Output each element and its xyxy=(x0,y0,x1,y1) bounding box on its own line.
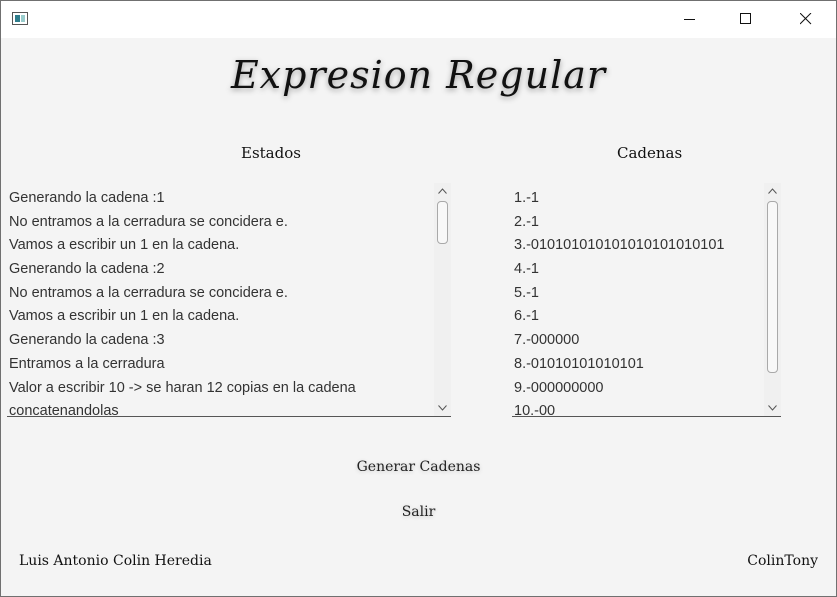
list-item: Generando la cadena :3 xyxy=(9,332,165,349)
generar-cadenas-row xyxy=(1,455,836,479)
list-item: Valor a escribir 10 -> se haran 12 copias en la cadena xyxy=(9,379,356,396)
list-item: 4.-1 xyxy=(514,261,539,278)
list-item: 10.-00 xyxy=(514,403,556,417)
list-item: Generando la cadena :2 xyxy=(9,261,165,278)
scrollbar-thumb[interactable] xyxy=(437,201,448,244)
generar-cadenas-button[interactable]: Generar Cadenas xyxy=(356,459,481,475)
list-item: 7.-000000 xyxy=(514,332,580,349)
minimize-icon xyxy=(684,13,696,25)
title-bar[interactable] xyxy=(1,1,836,38)
cadenas-scrollbar[interactable] xyxy=(764,183,781,416)
maximize-icon xyxy=(740,13,752,25)
chevron-down-icon xyxy=(768,405,777,411)
list-item: No entramos a la cerradura se concidera e. xyxy=(9,213,288,230)
list-item: Entramos a la cerradura xyxy=(9,355,165,372)
author-alias: ColinTony xyxy=(747,553,818,569)
scroll-down-button[interactable] xyxy=(764,400,781,416)
list-item: Generando la cadena :1 xyxy=(9,190,165,206)
close-button[interactable] xyxy=(783,1,829,38)
author-name: Luis Antonio Colin Heredia xyxy=(19,553,212,569)
list-item: Vamos a escribir un 1 en la cadena. xyxy=(9,308,240,325)
salir-button[interactable]: Salir xyxy=(401,504,436,520)
scroll-down-button[interactable] xyxy=(434,400,451,416)
estados-label: Estados xyxy=(241,144,301,162)
list-item: 6.-1 xyxy=(514,308,539,325)
estados-scrollbar[interactable] xyxy=(434,183,451,416)
maximize-button[interactable] xyxy=(723,1,769,38)
chevron-up-icon xyxy=(438,188,447,194)
scrollbar-thumb[interactable] xyxy=(767,201,778,373)
page-title: Expresion Regular xyxy=(230,53,607,97)
cadenas-textarea[interactable] xyxy=(512,183,781,417)
scroll-up-button[interactable] xyxy=(434,183,451,199)
chevron-down-icon xyxy=(438,405,447,411)
chevron-up-icon xyxy=(768,188,777,194)
cadenas-label: Cadenas xyxy=(617,144,683,162)
scroll-up-button[interactable] xyxy=(764,183,781,199)
list-item: No entramos a la cerradura se concidera e. xyxy=(9,284,288,301)
java-app-icon xyxy=(12,12,28,25)
list-item: 3.-010101010101010101010101 xyxy=(514,237,725,254)
list-item: 9.-000000000 xyxy=(514,379,604,396)
minimize-button[interactable] xyxy=(667,1,713,38)
list-item: 1.-1 xyxy=(514,190,539,206)
list-item: 5.-1 xyxy=(514,284,539,301)
estados-textarea[interactable] xyxy=(7,183,451,417)
list-item: concatenandolas xyxy=(9,403,119,417)
close-icon xyxy=(800,13,812,25)
list-item: 8.-01010101010101 xyxy=(514,355,644,372)
list-item: Vamos a escribir un 1 en la cadena. xyxy=(9,237,240,254)
list-item: 2.-1 xyxy=(514,213,539,230)
salir-row xyxy=(1,500,836,524)
